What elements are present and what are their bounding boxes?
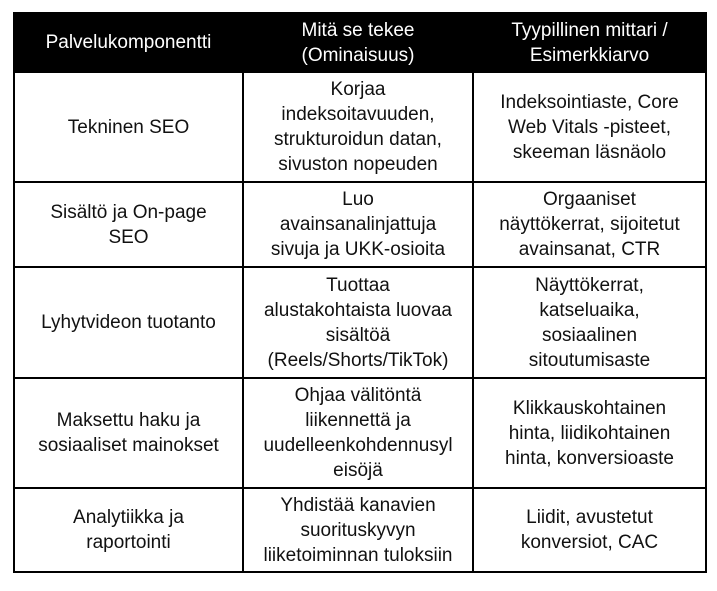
- cell-description: Yhdistää kanavien suorituskyvyn liiketoiminnan tuloksiin: [243, 488, 473, 572]
- cell-metric: Orgaaniset näyttökerrat, sijoitetut avainsanat, CTR: [473, 182, 706, 267]
- cell-component: Lyhytvideon tuotanto: [14, 267, 243, 378]
- header-row: [14, 13, 706, 72]
- cell-metric: Näyttökerrat, katseluaika, sosiaalinen sitoutumisaste: [473, 267, 706, 378]
- service-components-table: [13, 12, 707, 573]
- table-row: [14, 267, 706, 378]
- cell-component: Analytiikka ja raportointi: [14, 488, 243, 572]
- table-row: [14, 378, 706, 488]
- cell-component: Maksettu haku ja sosiaaliset mainokset: [14, 378, 243, 488]
- cell-description: Tuottaa alustakohtaista luovaa sisältöä (Reels/Shorts/TikTok): [243, 267, 473, 378]
- cell-component: Sisältö ja On-page SEO: [14, 182, 243, 267]
- header-metric: Tyypillinen mittari / Esimerkkiarvo: [473, 13, 706, 72]
- table-row: [14, 182, 706, 267]
- cell-description: Ohjaa välitöntä liikennettä ja uudelleenkohdennusyl eisöjä: [243, 378, 473, 488]
- cell-metric: Liidit, avustetut konversiot, CAC: [473, 488, 706, 572]
- cell-metric: Indeksointiaste, Core Web Vitals -pisteet, skeeman läsnäolo: [473, 72, 706, 182]
- cell-component: Tekninen SEO: [14, 72, 243, 182]
- cell-description: Korjaa indeksoitavuuden, strukturoidun datan, sivuston nopeuden: [243, 72, 473, 182]
- header-component: Palvelukomponentti: [14, 13, 243, 72]
- cell-metric: Klikkauskohtainen hinta, liidikohtainen hinta, konversioaste: [473, 378, 706, 488]
- cell-description: Luo avainsanalinjattuja sivuja ja UKK-osioita: [243, 182, 473, 267]
- table-row: [14, 72, 706, 182]
- table-row: [14, 488, 706, 572]
- header-what-it-does: Mitä se tekee (Ominaisuus): [243, 13, 473, 72]
